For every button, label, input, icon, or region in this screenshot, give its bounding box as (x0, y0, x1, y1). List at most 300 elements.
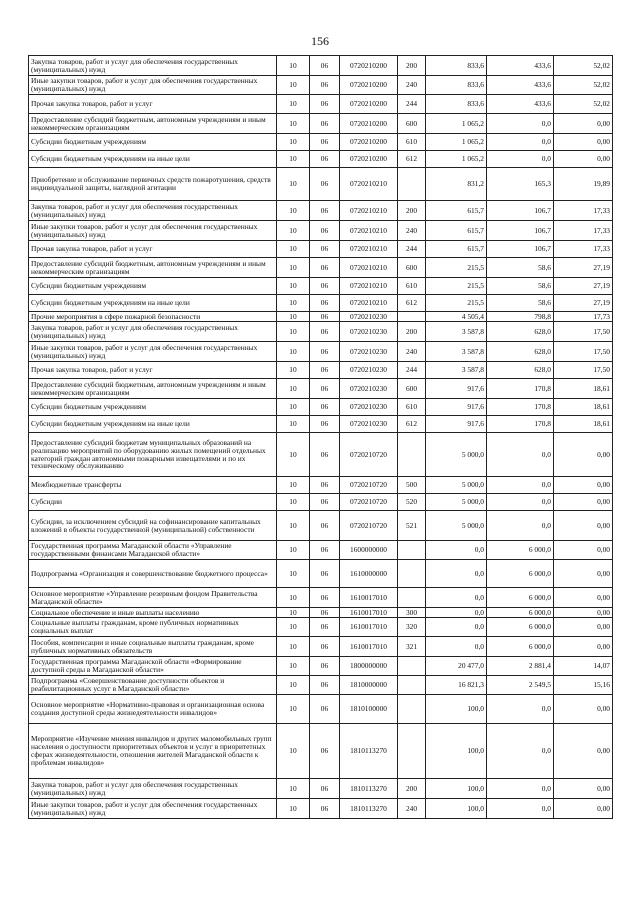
row-subsection: 06 (310, 258, 340, 278)
row-target-article: 0720210200 (340, 151, 398, 168)
row-plan-amount: 917,6 (426, 399, 487, 416)
row-subsection: 06 (310, 56, 340, 76)
row-expense-type: 300 (398, 608, 426, 618)
row-percent: 0,00 (554, 560, 613, 588)
row-percent: 0,00 (554, 799, 613, 819)
row-section: 10 (277, 379, 310, 399)
row-plan-amount: 833,6 (426, 56, 487, 76)
row-target-article: 0720210720 (340, 433, 398, 477)
row-subsection: 06 (310, 588, 340, 608)
row-name: Основное мероприятие «Нормативно-правовая и организационная основа создания доступной среды жизнедеятельности инвалидов» (29, 695, 277, 724)
row-target-article: 0720210210 (340, 295, 398, 312)
table-row (29, 312, 613, 322)
row-target-article: 1610017010 (340, 608, 398, 618)
row-section: 10 (277, 724, 310, 779)
row-percent: 0,00 (554, 608, 613, 618)
row-subsection: 06 (310, 541, 340, 560)
row-target-article: 0720210720 (340, 494, 398, 511)
row-target-article: 1810113270 (340, 724, 398, 779)
table-row (29, 618, 613, 637)
row-section: 10 (277, 134, 310, 151)
row-name: Государственная программа Магаданской области «Управление государственными финансами Магаданской области» (29, 541, 277, 560)
row-plan-amount: 100,0 (426, 724, 487, 779)
row-name: Иные закупки товаров, работ и услуг для обеспечения государственных (муниципальных) нужд (29, 342, 277, 362)
table-row (29, 76, 613, 95)
row-expense-type (398, 312, 426, 322)
table-row (29, 657, 613, 676)
row-target-article: 0720210210 (340, 168, 398, 201)
row-actual-amount: 628,0 (487, 362, 554, 379)
row-section: 10 (277, 541, 310, 560)
row-subsection: 06 (310, 637, 340, 657)
row-subsection: 06 (310, 312, 340, 322)
table-row (29, 676, 613, 695)
row-plan-amount: 5 000,0 (426, 477, 487, 494)
row-name: Прочая закупка товаров, работ и услуг (29, 95, 277, 114)
row-expense-type: 521 (398, 511, 426, 541)
row-plan-amount: 215,5 (426, 278, 487, 295)
row-section: 10 (277, 151, 310, 168)
table-row (29, 799, 613, 819)
row-section: 10 (277, 56, 310, 76)
row-actual-amount: 433,6 (487, 95, 554, 114)
row-plan-amount: 20 477,0 (426, 657, 487, 676)
row-section: 10 (277, 511, 310, 541)
row-name: Иные закупки товаров, работ и услуг для обеспечения государственных (муниципальных) нужд (29, 76, 277, 95)
row-name: Закупка товаров, работ и услуг для обеспечения государственных (муниципальных) нужд (29, 779, 277, 799)
row-expense-type (398, 560, 426, 588)
row-section: 10 (277, 221, 310, 241)
row-actual-amount: 106,7 (487, 221, 554, 241)
row-section: 10 (277, 657, 310, 676)
row-percent: 17,73 (554, 312, 613, 322)
row-plan-amount: 0,0 (426, 560, 487, 588)
row-percent: 18,61 (554, 399, 613, 416)
row-expense-type: 610 (398, 134, 426, 151)
row-name: Закупка товаров, работ и услуг для обеспечения государственных (муниципальных) нужд (29, 56, 277, 76)
row-actual-amount: 628,0 (487, 322, 554, 342)
row-target-article: 1610017010 (340, 588, 398, 608)
row-subsection: 06 (310, 151, 340, 168)
page-number: 156 (311, 34, 329, 48)
row-actual-amount: 170,8 (487, 399, 554, 416)
row-section: 10 (277, 618, 310, 637)
table-row (29, 588, 613, 608)
row-subsection: 06 (310, 379, 340, 399)
row-section: 10 (277, 362, 310, 379)
row-subsection: 06 (310, 477, 340, 494)
row-plan-amount: 917,6 (426, 416, 487, 433)
table-row (29, 168, 613, 201)
table-row (29, 258, 613, 278)
row-expense-type: 240 (398, 799, 426, 819)
row-section: 10 (277, 278, 310, 295)
row-name: Предоставление субсидий бюджетным, автономным учреждениям и иным некоммерческим организациям (29, 379, 277, 399)
row-name: Субсидии, за исключением субсидий на софинансирование капитальных вложений в объекты государственной (муниципальной) собственности (29, 511, 277, 541)
row-name: Иные закупки товаров, работ и услуг для обеспечения государственных (муниципальных) нужд (29, 221, 277, 241)
row-name: Прочая закупка товаров, работ и услуг (29, 362, 277, 379)
row-expense-type: 612 (398, 416, 426, 433)
row-name: Субсидии бюджетным учреждениям на иные цели (29, 416, 277, 433)
table-row (29, 724, 613, 779)
row-target-article: 1610000000 (340, 560, 398, 588)
row-section: 10 (277, 312, 310, 322)
row-actual-amount: 6 000,0 (487, 618, 554, 637)
row-percent: 0,00 (554, 494, 613, 511)
row-actual-amount: 0,0 (487, 477, 554, 494)
row-expense-type (398, 657, 426, 676)
row-percent: 19,89 (554, 168, 613, 201)
table-row (29, 779, 613, 799)
row-percent: 27,19 (554, 295, 613, 312)
row-name: Пособия, компенсации и иные социальные выплаты гражданам, кроме публичных нормативных обязательств (29, 637, 277, 657)
row-name: Предоставление субсидий бюджетным, автономным учреждениям и иным некоммерческим организациям (29, 258, 277, 278)
row-subsection: 06 (310, 657, 340, 676)
row-subsection: 06 (310, 76, 340, 95)
row-actual-amount: 2 881,4 (487, 657, 554, 676)
row-expense-type: 600 (398, 258, 426, 278)
row-section: 10 (277, 295, 310, 312)
row-subsection: 06 (310, 221, 340, 241)
row-plan-amount: 215,5 (426, 258, 487, 278)
row-section: 10 (277, 258, 310, 278)
row-plan-amount: 1 065,2 (426, 114, 487, 134)
row-plan-amount: 100,0 (426, 695, 487, 724)
row-expense-type (398, 676, 426, 695)
table-row (29, 278, 613, 295)
row-actual-amount: 0,0 (487, 724, 554, 779)
row-section: 10 (277, 201, 310, 221)
row-name: Подпрограмма «Организация и совершенствование бюджетного процесса» (29, 560, 277, 588)
row-target-article: 0720210720 (340, 511, 398, 541)
row-expense-type: 240 (398, 342, 426, 362)
row-section: 10 (277, 168, 310, 201)
row-percent: 0,00 (554, 618, 613, 637)
row-target-article: 1810113270 (340, 779, 398, 799)
row-expense-type: 600 (398, 379, 426, 399)
row-name: Предоставление субсидий бюджетам муниципальных образований на реализацию мероприятий по оборудованию жилых помещений отдельных категорий граждан автономными пожарными извещателями и по их техническому обслуживанию (29, 433, 277, 477)
row-expense-type: 244 (398, 241, 426, 258)
row-actual-amount: 433,6 (487, 56, 554, 76)
row-percent: 0,00 (554, 588, 613, 608)
row-target-article: 0720210210 (340, 221, 398, 241)
row-expense-type (398, 541, 426, 560)
row-percent: 0,00 (554, 151, 613, 168)
row-name: Субсидии (29, 494, 277, 511)
row-plan-amount: 0,0 (426, 541, 487, 560)
row-target-article: 0720210720 (340, 477, 398, 494)
row-target-article: 0720210230 (340, 342, 398, 362)
row-percent: 0,00 (554, 695, 613, 724)
row-target-article: 0720210200 (340, 95, 398, 114)
row-subsection: 06 (310, 342, 340, 362)
row-percent: 14,07 (554, 657, 613, 676)
row-actual-amount: 6 000,0 (487, 588, 554, 608)
table-row (29, 151, 613, 168)
row-percent: 52,02 (554, 56, 613, 76)
row-subsection: 06 (310, 695, 340, 724)
row-expense-type: 244 (398, 95, 426, 114)
table-row (29, 560, 613, 588)
row-subsection: 06 (310, 511, 340, 541)
row-name: Предоставление субсидий бюджетным, автономным учреждениям и иным некоммерческим организациям (29, 114, 277, 134)
row-target-article: 0720210200 (340, 56, 398, 76)
row-plan-amount: 3 587,8 (426, 322, 487, 342)
row-actual-amount: 0,0 (487, 695, 554, 724)
row-target-article: 1810100000 (340, 695, 398, 724)
row-plan-amount: 1 065,2 (426, 134, 487, 151)
row-target-article: 1600000000 (340, 541, 398, 560)
table-row (29, 114, 613, 134)
row-actual-amount: 433,6 (487, 76, 554, 95)
row-section: 10 (277, 779, 310, 799)
row-section: 10 (277, 637, 310, 657)
row-section: 10 (277, 695, 310, 724)
row-name: Мероприятие «Изучение мнения инвалидов и других маломобильных групп населения о доступности приоритетных объектов и услуг в приоритетных сферах жизнедеятельности, отношения жителей Магаданской области к проблемам инвалидов» (29, 724, 277, 779)
table-row (29, 541, 613, 560)
row-percent: 0,00 (554, 433, 613, 477)
row-target-article: 0720210210 (340, 201, 398, 221)
row-plan-amount: 615,7 (426, 201, 487, 221)
row-target-article: 0720210230 (340, 312, 398, 322)
row-target-article: 0720210230 (340, 322, 398, 342)
row-actual-amount: 0,0 (487, 134, 554, 151)
row-section: 10 (277, 416, 310, 433)
table-row (29, 608, 613, 618)
row-plan-amount: 833,6 (426, 95, 487, 114)
table-row (29, 477, 613, 494)
row-actual-amount: 170,8 (487, 379, 554, 399)
row-plan-amount: 0,0 (426, 637, 487, 657)
table-row (29, 241, 613, 258)
row-subsection: 06 (310, 168, 340, 201)
row-actual-amount: 58,6 (487, 278, 554, 295)
row-target-article: 0720210230 (340, 399, 398, 416)
row-expense-type: 612 (398, 295, 426, 312)
row-percent: 52,02 (554, 76, 613, 95)
row-name: Прочая закупка товаров, работ и услуг (29, 241, 277, 258)
row-subsection: 06 (310, 560, 340, 588)
row-plan-amount: 833,6 (426, 76, 487, 95)
table-row (29, 295, 613, 312)
row-section: 10 (277, 676, 310, 695)
row-section: 10 (277, 322, 310, 342)
row-actual-amount: 2 549,5 (487, 676, 554, 695)
row-target-article: 1810000000 (340, 676, 398, 695)
row-plan-amount: 5 000,0 (426, 433, 487, 477)
row-expense-type: 200 (398, 322, 426, 342)
row-name: Субсидии бюджетным учреждениям (29, 134, 277, 151)
row-actual-amount: 58,6 (487, 258, 554, 278)
table-row (29, 134, 613, 151)
row-expense-type: 240 (398, 76, 426, 95)
row-subsection: 06 (310, 676, 340, 695)
row-expense-type (398, 695, 426, 724)
row-plan-amount: 917,6 (426, 379, 487, 399)
table-row (29, 695, 613, 724)
row-percent: 0,00 (554, 637, 613, 657)
row-actual-amount: 0,0 (487, 433, 554, 477)
row-plan-amount: 5 000,0 (426, 511, 487, 541)
row-percent: 18,61 (554, 416, 613, 433)
row-percent: 0,00 (554, 779, 613, 799)
row-actual-amount: 6 000,0 (487, 560, 554, 588)
row-percent: 0,00 (554, 511, 613, 541)
row-plan-amount: 0,0 (426, 618, 487, 637)
row-target-article: 0720210230 (340, 362, 398, 379)
row-target-article: 0720210200 (340, 76, 398, 95)
row-plan-amount: 4 505,4 (426, 312, 487, 322)
row-name: Государственная программа Магаданской области «Формирование доступной среды в Магаданской области» (29, 657, 277, 676)
row-subsection: 06 (310, 799, 340, 819)
row-section: 10 (277, 588, 310, 608)
row-name: Субсидии бюджетным учреждениям (29, 399, 277, 416)
row-section: 10 (277, 477, 310, 494)
row-target-article: 1800000000 (340, 657, 398, 676)
row-subsection: 06 (310, 114, 340, 134)
row-subsection: 06 (310, 399, 340, 416)
row-target-article: 0720210210 (340, 278, 398, 295)
row-expense-type: 320 (398, 618, 426, 637)
row-actual-amount: 798,8 (487, 312, 554, 322)
row-actual-amount: 170,8 (487, 416, 554, 433)
row-expense-type: 610 (398, 278, 426, 295)
row-expense-type: 200 (398, 201, 426, 221)
row-percent: 0,00 (554, 134, 613, 151)
row-percent: 15,16 (554, 676, 613, 695)
row-plan-amount: 100,0 (426, 779, 487, 799)
row-percent: 0,00 (554, 114, 613, 134)
row-section: 10 (277, 399, 310, 416)
row-target-article: 0720210210 (340, 258, 398, 278)
table-row (29, 322, 613, 342)
row-expense-type (398, 588, 426, 608)
row-expense-type: 200 (398, 56, 426, 76)
row-name: Иные закупки товаров, работ и услуг для обеспечения государственных (муниципальных) нужд (29, 799, 277, 819)
row-target-article: 0720210200 (340, 114, 398, 134)
row-percent: 0,00 (554, 477, 613, 494)
row-name: Социальное обеспечение и иные выплаты населению (29, 608, 277, 618)
row-percent: 27,19 (554, 258, 613, 278)
row-actual-amount: 0,0 (487, 779, 554, 799)
row-actual-amount: 6 000,0 (487, 608, 554, 618)
row-plan-amount: 5 000,0 (426, 494, 487, 511)
row-expense-type: 610 (398, 399, 426, 416)
row-plan-amount: 615,7 (426, 241, 487, 258)
row-subsection: 06 (310, 724, 340, 779)
row-plan-amount: 831,2 (426, 168, 487, 201)
row-plan-amount: 16 821,3 (426, 676, 487, 695)
row-section: 10 (277, 560, 310, 588)
row-actual-amount: 106,7 (487, 241, 554, 258)
row-name: Приобретение и обслуживание первичных средств пожаротушения, средств индивидуальной защиты, наглядной агитации (29, 168, 277, 201)
table-row (29, 416, 613, 433)
table-row (29, 342, 613, 362)
row-expense-type: 500 (398, 477, 426, 494)
row-plan-amount: 3 587,8 (426, 342, 487, 362)
row-plan-amount: 1 065,2 (426, 151, 487, 168)
row-percent: 17,33 (554, 241, 613, 258)
table-row (29, 494, 613, 511)
row-percent: 17,50 (554, 342, 613, 362)
row-actual-amount: 165,3 (487, 168, 554, 201)
row-actual-amount: 6 000,0 (487, 541, 554, 560)
row-target-article: 0720210230 (340, 416, 398, 433)
row-section: 10 (277, 433, 310, 477)
row-subsection: 06 (310, 618, 340, 637)
row-plan-amount: 0,0 (426, 588, 487, 608)
row-subsection: 06 (310, 201, 340, 221)
row-expense-type: 612 (398, 151, 426, 168)
row-actual-amount: 0,0 (487, 151, 554, 168)
table-row (29, 95, 613, 114)
row-actual-amount: 58,6 (487, 295, 554, 312)
row-section: 10 (277, 342, 310, 362)
table-row (29, 362, 613, 379)
row-section: 10 (277, 494, 310, 511)
row-percent: 27,19 (554, 278, 613, 295)
row-plan-amount: 215,5 (426, 295, 487, 312)
row-name: Закупка товаров, работ и услуг для обеспечения государственных (муниципальных) нужд (29, 322, 277, 342)
row-subsection: 06 (310, 95, 340, 114)
table-row (29, 399, 613, 416)
table-row (29, 221, 613, 241)
row-actual-amount: 106,7 (487, 201, 554, 221)
row-actual-amount: 0,0 (487, 511, 554, 541)
table-row (29, 379, 613, 399)
row-percent: 0,00 (554, 724, 613, 779)
row-subsection: 06 (310, 295, 340, 312)
row-expense-type (398, 724, 426, 779)
row-target-article: 1610017010 (340, 618, 398, 637)
table-row (29, 433, 613, 477)
row-section: 10 (277, 799, 310, 819)
row-plan-amount: 3 587,8 (426, 362, 487, 379)
row-percent: 0,00 (554, 541, 613, 560)
row-percent: 17,50 (554, 362, 613, 379)
row-actual-amount: 6 000,0 (487, 637, 554, 657)
row-name: Социальные выплаты гражданам, кроме публичных нормативных социальных выплат (29, 618, 277, 637)
row-section: 10 (277, 241, 310, 258)
row-plan-amount: 615,7 (426, 221, 487, 241)
row-name: Межбюджетные трансферты (29, 477, 277, 494)
row-subsection: 06 (310, 416, 340, 433)
row-name: Основное мероприятие «Управление резервным фондом Правительства Магаданской области» (29, 588, 277, 608)
row-name: Субсидии бюджетным учреждениям на иные цели (29, 295, 277, 312)
row-subsection: 06 (310, 494, 340, 511)
row-expense-type: 200 (398, 779, 426, 799)
row-percent: 17,33 (554, 221, 613, 241)
row-subsection: 06 (310, 241, 340, 258)
row-target-article: 1810113270 (340, 799, 398, 819)
row-section: 10 (277, 95, 310, 114)
row-percent: 18,61 (554, 379, 613, 399)
table-row (29, 637, 613, 657)
row-plan-amount: 0,0 (426, 608, 487, 618)
row-name: Подпрограмма «Совершенствование доступности объектов и реабилитационных услуг в Магаданской области» (29, 676, 277, 695)
row-subsection: 06 (310, 362, 340, 379)
row-expense-type: 240 (398, 221, 426, 241)
row-percent: 17,50 (554, 322, 613, 342)
row-section: 10 (277, 114, 310, 134)
row-actual-amount: 0,0 (487, 114, 554, 134)
row-target-article: 0720210200 (340, 134, 398, 151)
table-row (29, 201, 613, 221)
row-percent: 17,33 (554, 201, 613, 221)
row-plan-amount: 100,0 (426, 799, 487, 819)
row-actual-amount: 0,0 (487, 799, 554, 819)
row-subsection: 06 (310, 278, 340, 295)
